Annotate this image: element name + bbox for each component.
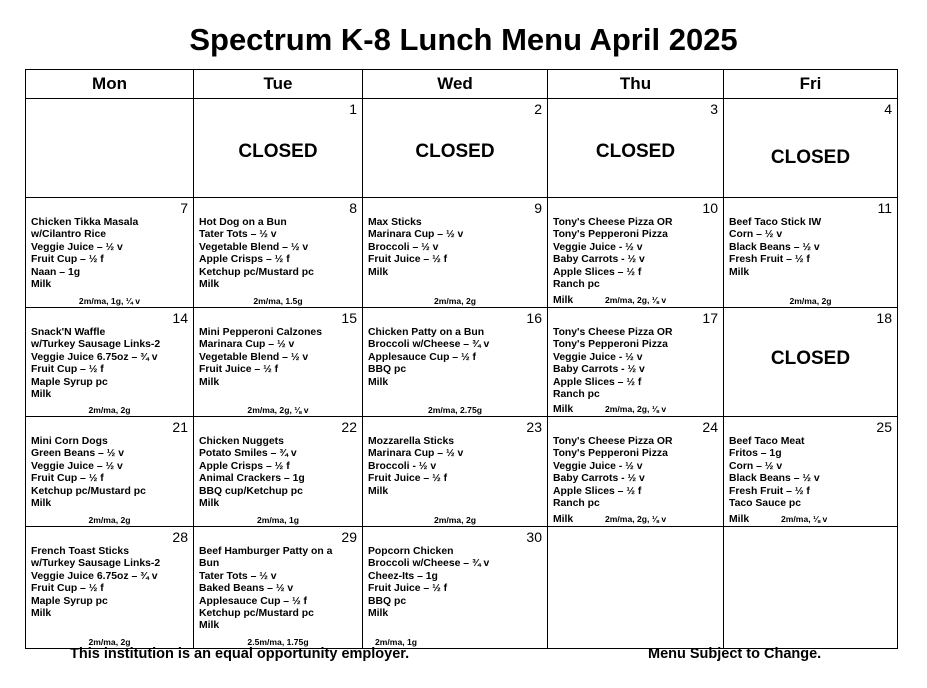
- menu-item: Ranch pc: [553, 498, 600, 510]
- menu-item: Potato Smiles – ¾ v: [199, 448, 297, 460]
- day-cell: [548, 99, 724, 198]
- menu-item: Milk: [368, 608, 389, 620]
- day-number: 8: [349, 200, 357, 216]
- day-cell: [363, 527, 548, 649]
- week-row: [26, 417, 898, 527]
- menu-item: Applesauce Cup – ½ f: [199, 595, 307, 607]
- day-number: 21: [172, 419, 188, 435]
- day-number: 29: [341, 529, 357, 545]
- menu-item: Tony's Pepperoni Pizza: [553, 339, 668, 351]
- menu-item: Apple Slices – ½ f: [553, 376, 642, 388]
- menu-item: Milk: [199, 376, 220, 388]
- nutrition-values: 2m/ma, 2g: [433, 515, 477, 525]
- nutrition-note: [194, 296, 362, 306]
- menu-item: Ketchup pc/Mustard pc: [199, 608, 314, 620]
- menu-item-milk: Milk: [553, 404, 574, 415]
- menu-item: Fruit Cup – ½ f: [31, 583, 104, 595]
- nutrition-values: 2m/ma, 2g: [789, 296, 832, 306]
- menu-item: w/Turkey Sausage Links-2: [31, 558, 161, 570]
- menu-item: Marinara Cup – ½ v: [199, 339, 295, 351]
- menu-item: Snack'N Waffle: [31, 327, 106, 338]
- menu-item: Chicken Nuggets: [199, 436, 284, 447]
- day-number: 15: [341, 310, 357, 326]
- menu-item: Milk: [31, 279, 52, 291]
- menu-items: [553, 436, 673, 510]
- day-cell: [363, 308, 548, 417]
- menu-item: Maple Syrup pc: [31, 595, 108, 607]
- menu-item: Milk: [199, 279, 220, 291]
- menu-items: [31, 217, 138, 291]
- menu-item: Maple Syrup pc: [31, 376, 108, 388]
- menu-item: Fruit Juice – ½ f: [368, 473, 448, 485]
- week-row: [26, 308, 898, 417]
- menu-item: Milk: [31, 498, 52, 510]
- day-cell: [548, 527, 724, 649]
- nutrition-values: 2m/ma, 2g, ⅛ v: [605, 295, 667, 305]
- menu-item: Corn – ½ v: [729, 229, 783, 241]
- nutrition-note: [553, 404, 723, 415]
- menu-items: [368, 217, 463, 279]
- menu-item: Vegetable Blend – ½ v: [199, 241, 309, 253]
- menu-item: Fruit Juice – ½ f: [368, 583, 448, 595]
- closed-label: CLOSED: [595, 141, 676, 162]
- day-number: 14: [172, 310, 188, 326]
- menu-item: Vegetable Blend – ½ v: [199, 351, 309, 363]
- day-cell: [363, 198, 548, 308]
- nutrition-note: [363, 515, 547, 525]
- nutrition-values: 2m/ma, 2g, ⅛ v: [605, 404, 667, 414]
- menu-item: Beef Taco Stick IW: [729, 217, 822, 228]
- menu-items: [199, 327, 322, 389]
- menu-item: Ketchup pc/Mustard pc: [199, 266, 314, 278]
- menu-item: Milk: [368, 266, 389, 278]
- menu-item: Naan – 1g: [31, 266, 81, 278]
- menu-item: Fruit Juice – ½ f: [368, 254, 448, 266]
- day-cell: [548, 308, 724, 417]
- day-cell: [363, 417, 548, 527]
- menu-item: Veggie Juice - ½ v: [553, 351, 643, 363]
- day-number: 1: [349, 101, 357, 117]
- menu-item: Fruit Juice – ½ f: [199, 364, 279, 376]
- nutrition-values: 2.5m/ma, 1.75g: [247, 637, 309, 647]
- week-row: [26, 99, 898, 198]
- menu-item: Ranch pc: [553, 279, 600, 291]
- menu-item: Fresh Fruit – ½ f: [729, 254, 810, 266]
- menu-item: Tony's Pepperoni Pizza: [553, 448, 668, 460]
- menu-item: Marinara Cup – ½ v: [368, 229, 464, 241]
- menu-item: Animal Crackers – 1g: [199, 473, 305, 485]
- day-cell: [724, 99, 898, 198]
- nutrition-note: [363, 296, 547, 306]
- menu-item: w/Turkey Sausage Links-2: [31, 339, 161, 351]
- menu-items: [368, 546, 489, 620]
- menu-item: Popcorn Chicken: [368, 546, 454, 557]
- menu-item: Fruit Cup – ½ f: [31, 364, 104, 376]
- day-number: 28: [172, 529, 188, 545]
- day-number: 25: [876, 419, 892, 435]
- day-number: 18: [876, 310, 892, 326]
- day-cell: [548, 198, 724, 308]
- menu-item: Milk: [729, 266, 750, 278]
- menu-item: Mini Pepperoni Calzones: [199, 327, 322, 338]
- nutrition-note: [729, 514, 897, 525]
- menu-items: [31, 327, 160, 401]
- day-cell: [363, 99, 548, 198]
- menu-items: [31, 546, 160, 620]
- day-number: 3: [710, 101, 718, 117]
- menu-items: [368, 436, 463, 498]
- menu-item: Tony's Cheese Pizza OR: [553, 327, 673, 338]
- weekday-header-fri: Fri: [724, 70, 898, 99]
- menu-item: Veggie Juice - ½ v: [553, 460, 643, 472]
- nutrition-values: 2m/ma, 2g: [88, 515, 131, 525]
- day-number: 9: [534, 200, 542, 216]
- menu-item: Milk: [199, 498, 220, 510]
- day-number: 23: [526, 419, 542, 435]
- day-cell: [724, 417, 898, 527]
- nutrition-note: [194, 515, 362, 525]
- menu-item: Hot Dog on a Bun: [199, 217, 287, 228]
- menu-item: Mozzarella Sticks: [368, 436, 455, 447]
- menu-items: [729, 217, 821, 279]
- day-cell: [548, 417, 724, 527]
- menu-item: Ketchup pc/Mustard pc: [31, 485, 146, 497]
- menu-item: Chicken Patty on a Bun: [368, 327, 485, 338]
- nutrition-note: [724, 296, 897, 306]
- menu-item: Milk: [31, 389, 52, 401]
- weekday-header-mon: Mon: [26, 70, 194, 99]
- menu-item: w/Cilantro Rice: [31, 229, 107, 241]
- menu-items: [199, 546, 332, 633]
- menu-item: Baby Carrots - ½ v: [553, 473, 645, 485]
- menu-items: [199, 436, 305, 510]
- menu-items: [199, 217, 314, 291]
- day-cell: [194, 308, 363, 417]
- nutrition-values: 2m/ma, 1.5g: [253, 296, 303, 306]
- day-number: 17: [702, 310, 718, 326]
- menu-item: Green Beans – ½ v: [31, 448, 124, 460]
- nutrition-values: 2m/ma, 1g, ¼ v: [78, 296, 141, 306]
- nutrition-values: 2m/ma, 2.75g: [428, 405, 482, 415]
- menu-item: Bun: [199, 558, 220, 570]
- weekday-header-wed: Wed: [363, 70, 548, 99]
- menu-item: Apple Crisps – ½ f: [199, 460, 290, 472]
- nutrition-values: 2m/ma, 1g: [375, 637, 418, 647]
- day-cell: [194, 99, 363, 198]
- menu-item: Ranch pc: [553, 389, 600, 401]
- menu-items: [368, 327, 489, 389]
- menu-item: Black Beans – ½ v: [729, 241, 820, 253]
- menu-items: [729, 436, 820, 510]
- day-number: 4: [884, 101, 892, 117]
- menu-item: Apple Slices – ½ f: [553, 485, 642, 497]
- menu-item-milk: Milk: [553, 295, 574, 306]
- menu-item: Marinara Cup – ½ v: [368, 448, 464, 460]
- menu-item: Tater Tots – ½ v: [199, 570, 277, 582]
- menu-item: Milk: [368, 376, 389, 388]
- menu-item: Max Sticks: [368, 217, 422, 228]
- day-cell: [724, 308, 898, 417]
- nutrition-values: 2m/ma, 2g, ⅛ v: [605, 514, 667, 524]
- menu-item: Veggie Juice 6.75oz – ¾ v: [31, 351, 158, 363]
- menu-item: Fruit Cup – ½ f: [31, 254, 104, 266]
- nutrition-note: [26, 405, 193, 415]
- week-row: [26, 198, 898, 308]
- menu-item: Fritos – 1g: [729, 448, 782, 460]
- menu-item: Applesauce Cup – ½ f: [368, 351, 476, 363]
- day-number: 30: [526, 529, 542, 545]
- menu-item: Tony's Cheese Pizza OR: [553, 436, 673, 447]
- nutrition-note: [26, 296, 193, 306]
- day-number: 22: [341, 419, 357, 435]
- menu-item-milk: Milk: [729, 514, 750, 525]
- menu-item: Tater Tots – ½ v: [199, 229, 277, 241]
- day-cell: [724, 527, 898, 649]
- closed-label: CLOSED: [238, 141, 318, 162]
- menu-item: Milk: [31, 608, 52, 620]
- menu-item: Milk: [199, 620, 220, 632]
- menu-item: French Toast Sticks: [31, 546, 129, 557]
- day-number: 10: [702, 200, 718, 216]
- menu-item: Broccoli – ½ v: [368, 241, 439, 253]
- day-cell: [26, 527, 194, 649]
- day-cell: [194, 198, 363, 308]
- menu-item: Taco Sauce pc: [729, 498, 801, 510]
- nutrition-values: 2m/ma, 2g, ⅛ v: [247, 405, 309, 415]
- menu-item: Milk: [368, 485, 389, 497]
- nutrition-note: [363, 405, 547, 415]
- menu-item: Veggie Juice - ½ v: [553, 241, 643, 253]
- menu-item: Veggie Juice – ½ v: [31, 460, 123, 472]
- menu-item: Apple Crisps – ½ f: [199, 254, 290, 266]
- menu-item: BBQ cup/Ketchup pc: [199, 485, 303, 497]
- nutrition-values: 2m/ma, ⅛ v: [781, 514, 828, 524]
- nutrition-note: [194, 405, 362, 415]
- day-cell: [194, 417, 363, 527]
- weekday-header-row: [26, 70, 898, 99]
- nutrition-values: 2m/ma, 2g: [433, 296, 477, 306]
- closed-label: CLOSED: [770, 348, 851, 369]
- menu-item: Corn – ½ v: [729, 460, 783, 472]
- menu-item: Baked Beans – ½ v: [199, 583, 294, 595]
- menu-item: Veggie Juice – ½ v: [31, 241, 123, 253]
- nutrition-values: 2m/ma, 2g: [88, 405, 131, 415]
- menu-item: Broccoli w/Cheese – ¾ v: [368, 339, 490, 351]
- week-row: [26, 527, 898, 649]
- menu-items: [31, 436, 146, 510]
- menu-item: Beef Hamburger Patty on a: [199, 546, 333, 557]
- menu-change-notice: Menu Subject to Change.: [648, 646, 822, 662]
- closed-label: CLOSED: [415, 141, 495, 162]
- nutrition-note: [26, 515, 193, 525]
- menu-item: Broccoli w/Cheese – ¾ v: [368, 558, 490, 570]
- menu-item: Tony's Cheese Pizza OR: [553, 217, 673, 228]
- weekday-header-thu: Thu: [548, 70, 724, 99]
- equal-opportunity-notice: This institution is an equal opportunity employer.: [70, 646, 410, 662]
- day-number: 7: [180, 200, 188, 216]
- day-cell: [26, 198, 194, 308]
- menu-items: [553, 217, 673, 291]
- nutrition-values: 2m/ma, 2g: [88, 637, 131, 647]
- menu-item: Chicken Tikka Masala: [31, 217, 139, 228]
- menu-item: Beef Taco Meat: [729, 436, 805, 447]
- menu-item-milk: Milk: [553, 514, 574, 525]
- nutrition-values: 2m/ma, 1g: [256, 515, 300, 525]
- menu-item: Tony's Pepperoni Pizza: [553, 229, 668, 241]
- closed-label: CLOSED: [770, 147, 851, 168]
- day-cell: [26, 308, 194, 417]
- menu-item: Fruit Cup – ½ f: [31, 473, 104, 485]
- menu-item: Fresh Fruit – ½ f: [729, 485, 810, 497]
- day-number: 24: [702, 419, 718, 435]
- menu-item: Broccoli - ½ v: [368, 460, 437, 472]
- day-cell: [724, 198, 898, 308]
- menu-item: Veggie Juice 6.75oz – ¾ v: [31, 570, 158, 582]
- menu-item: Baby Carrots - ½ v: [553, 364, 645, 376]
- page-title: Spectrum K-8 Lunch Menu April 2025: [189, 22, 738, 57]
- menu-item: Mini Corn Dogs: [31, 436, 108, 447]
- menu-item: Baby Carrots - ½ v: [553, 254, 645, 266]
- day-cell: [26, 417, 194, 527]
- menu-item: BBQ pc: [368, 364, 407, 376]
- menu-item: BBQ pc: [368, 595, 407, 607]
- menu-item: Apple Slices – ½ f: [553, 266, 642, 278]
- menu-item: Cheez-Its – 1g: [368, 570, 438, 582]
- nutrition-note: [553, 295, 723, 306]
- nutrition-note: [553, 514, 723, 525]
- day-number: 11: [877, 200, 892, 216]
- day-number: 16: [526, 310, 542, 326]
- day-cell: [26, 99, 194, 198]
- menu-item: Black Beans – ½ v: [729, 473, 820, 485]
- day-number: 2: [534, 101, 542, 117]
- menu-items: [553, 327, 673, 401]
- lunch-calendar: [25, 69, 898, 649]
- day-cell: [194, 527, 363, 649]
- weekday-header-tue: Tue: [194, 70, 363, 99]
